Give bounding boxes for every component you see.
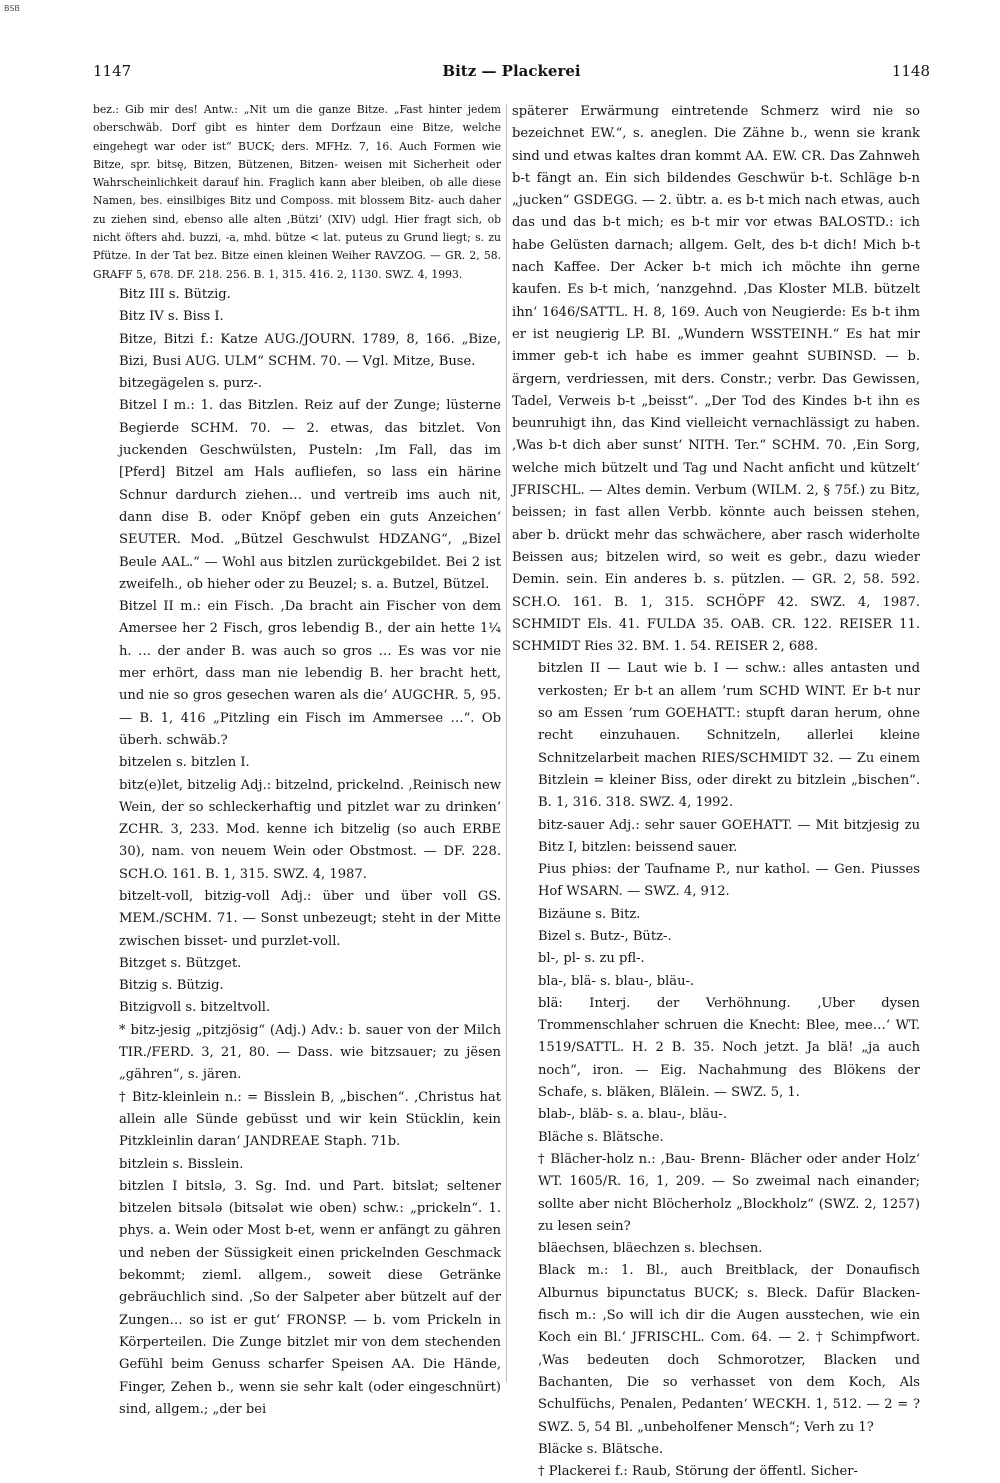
entry-paragraph: Bitzget s. Bützget. [119, 955, 242, 971]
page-header [93, 62, 930, 86]
entry-paragraph: Bizel s. Butz-, Bütz-. [538, 928, 672, 944]
right-column [512, 101, 920, 1480]
entry-paragraph: † Plackerei f.: Raub, Störung der öffentl. Sicher- [538, 1464, 858, 1480]
entry-paragraph: blä: Interj. der Verhöhnung. ‚Uber dysen Trommenschlaher schruen die Knecht: Blee, mee…‘ WT. 1519/SATTL. H. 2 B. 35. Noch jetzt. Ja blä! „ja auch noch“, iron. — Eig. Nachahmung des Blökens der Schafe, s. bläken, Blälein. — SWZ. 5, 1. [538, 995, 920, 1101]
entry-paragraph: blab-, bläb- s. a. blau-, bläu-. [538, 1107, 727, 1123]
column-divider [506, 104, 507, 1382]
entry-paragraph: bitz-sauer Adj.: sehr sauer GOEHATT. — Mit bitzjesig zu Bitz I, bitzlen: beissend sauer. [538, 817, 920, 855]
entry-paragraph: Bizäune s. Bitz. [538, 906, 641, 922]
page-number-left: 1147 [93, 62, 132, 80]
entry-paragraph: Pius phiəs: der Taufname P., nur kathol. — Gen. Piusses Hof WSARN. — SWZ. 4, 912. [538, 862, 920, 900]
entry-paragraph: bitzlein s. Bisslein. [119, 1156, 244, 1172]
entry-paragraph: Black m.: 1. Bl., auch Breitblack, der Donaufisch Alburnus bipunctatus BUCK; s. Bleck. Dafür Blacken-fisch m.: ‚So will ich dir die Augen ausstechen, wie ein Koch ein Bl.‘ JFRISCHL. Com. 64. — 2. † Schimpfwort. ‚Was bedeuten doch Schmorotzer, Blacken und Bachanten, Die so verhasset von dem Koch, Als Schulfüchs, Penalen, Pedanten‘ WECKH. 1, 512. — 2 = ? SWZ. 5, 54 Bl. „unbeholfener Mensch“; Verh zu 1? [538, 1263, 920, 1435]
page-number-right: 1148 [891, 62, 930, 80]
entry-paragraph: bitzelt-voll, bitzig-voll Adj.: über und über voll GS. MEM./SCHM. 71. — Sonst unbezeugt; steht in der Mitte zwischen bisset- und purzlet-voll. [119, 888, 501, 949]
entry-paragraph: Bläcke s. Blätsche. [538, 1441, 664, 1457]
entry-paragraph: bitzelen s. bitzlen I. [119, 755, 250, 771]
entry-paragraph: Bitz III s. Bützig. [119, 286, 231, 302]
left-column [93, 101, 501, 1417]
entry-paragraph: Bitzig s. Bützig. [119, 978, 224, 994]
entry-paragraph: Bitz IV s. Biss I. [119, 309, 224, 325]
entry-paragraph: Bitzel I m.: 1. das Bitzlen. Reiz auf der Zunge; lüsterne Begierde SCHM. 70. — 2. etwas, das bitzlet. Von juckenden Geschwülsten, Pusteln: ‚Im Fall, das im [Pferd] Bitzel am Hals aufliefen, so lass ein härine Schnur dardurch ziehen… und vertreib ims auch nit, dann dise B. oder Knöpf geben ein guts Anzeichen‘ SEUTER. Mod. „Bützel Geschwulst HDZANG“, „Bizel Beule AAL.“ — Wohl aus bitzlen zurückgebildet. Bei 2 ist zweifelh., ob hieher oder zu Beuzel; s. a. Butzel, Bützel. [119, 398, 501, 592]
running-title: Bitz — Plackerei [442, 62, 581, 80]
entry-paragraph: Bitzel II m.: ein Fisch. ‚Da bracht ain Fischer von dem Amersee her 2 Fisch, gros lebendig B., der ain hette 1¼ h. … der ander B. was auch so gros … Es was vor nie mer erhört, dass man nie lebendig B. her bracht hett, und nie so gros gesechen waren als die‘ AUGCHR. 5, 95. — B. 1, 416 „Pitzling ein Fisch im Ammersee …“. Ob überh. schwäb.? [119, 599, 501, 748]
entry-paragraph: bitzlen I bitslə, 3. Sg. Ind. und Part. bitslət; seltener bitzelen bitsələ (bitsələt wie oben) schw.: „prickeln“. 1. phys. a. Wein oder Most b-et, wenn er anfängt zu gähren und neben der Süssigkeit einen prickelnden Geschmack bekommt; zieml. allgem., soweit diese Getränke gebräuchlich sind. ‚So der Salpeter aber bützelt auf der Zungen… so ist er gut‘ FRONSP. — b. vom Prickeln in Körperteilen. Die Zunge bitzlet mir von dem stechenden Gefühl beim Genuss scharfer Speisen AA. Die Hände, Finger, Zehen b., wenn sie sehr kalt (oder eingeschnürt) sind, allgem.; „der bei [119, 1178, 501, 1417]
entry-paragraph: bitz(e)let, bitzelig Adj.: bitzelnd, prickelnd. ‚Reinisch new Wein, der so schleckerhaftig und pitzlet war zu drinken‘ ZCHR. 3, 233. Mod. kenne ich bitzelig (so auch ERBE 30), nam. von neuem Wein oder Obstmost. — DF. 228. SCH.O. 161. B. 1, 315. SWZ. 4, 1987. [119, 777, 501, 882]
entry-paragraph: bl-, pl- s. zu pfl-. [538, 951, 645, 967]
entry-paragraph: bitzlen II — Laut wie b. I — schw.: alles antasten und verkosten; Er b-t an allem ’rum SCHD WINT. Er b-t nur so am Essen ’rum GOEHATT.: stupft daran herum, ohne recht einzuhauen. Schnitzeln, allerlei kleine Schnitzelarbeit machen RIES/SCHMIDT 32. — Zu einem Bitzlein = kleiner Biss, oder direkt zu bitzlein „bischen“. B. 1, 316. 318. SWZ. 4, 1992. [538, 661, 920, 811]
entry-paragraph: Bitzigvoll s. bitzeltvoll. [119, 1000, 271, 1016]
entry-paragraph: bla-, blä- s. blau-, bläu-. [538, 973, 695, 989]
entry-paragraph: bitzegägelen s. purz-. [119, 376, 262, 392]
entry-paragraph: * bitz-jesig „pitzjösig“ (Adj.) Adv.: b. sauer von der Milch TIR./FERD. 3, 21, 80. — Dass. wie bitzsauer; zu jësen „gähren“, s. jären. [119, 1022, 501, 1083]
entry-paragraph: † Blächer-holz n.: ‚Bau- Brenn- Blächer oder ander Holz‘ WT. 1605/R. 16, 1, 209. — So zweimal nach einander; sollte aber nicht Blöcherholz „Blockholz“ (SWZ. 2, 1257) zu lesen sein? [538, 1151, 920, 1234]
entry-paragraph: bläechsen, bläechzen s. blechsen. [538, 1241, 763, 1257]
entry-paragraph: bez.: Gib mir des! Antw.: „Nit um die ganze Bitze. „Fast hinter jedem oberschwäb. Dorf gibt es hinter dem Dorfzaun eine Bitze, welche eingehegt war oder ist“ BUCK; ders. MFHz. 7, 16. Auch Formen wie Bitze, spr. bitsę, Bitzen, Bützenen, Bitzen- weisen mit Sicherheit oder Wahrscheinlichkeit darauf hin. Fraglich kann aber bleiben, ob alle diese Namen, bes. einsilbiges Bitz und Composs. mit blossem Bitz- auch daher zu ziehen sind, ebenso alle alten ‚Bützi‘ (XIV) udgl. Hier fragt sich, ob nicht öfters ahd. buzzi, -a, mhd. bütze < lat. puteus zu Grund liegt; s. zu Pfütze. In der Tat bez. Bitze einen kleinen Weiher RAVZOG. — GR. 2, 58. GRAFF 5, 678. DF. 218. 256. B. 1, 315. 416. 2, 1130. SWZ. 4, 1993. [93, 103, 501, 281]
entry-paragraph: Bläche s. Blätsche. [538, 1129, 664, 1145]
entry-paragraph: späterer Erwärmung eintretende Schmerz wird nie so bezeichnet EW.“, s. aneglen. Die Zähne b., wenn sie krank sind und etwas kaltes dran kommt AA. EW. CR. Das Zahnweh b-t fängt an. Ein sich bildendes Geschwür b-t. Schläge b-n „jucken“ GSDEGG. — 2. übtr. a. es b-t mich nach etwas, auch das und das b-t mich; es b-t mir vor etwas BALOSTD.: ich habe Gelüsten darnach; allgem. Gelt, des b-t dich! Mich b-t nach Kaffee. Der Acker b-t mich ich möchte ihn gerne kaufen. Es b-t mich, ’nanzgehnd. ‚Das Kloster MLB. bützelt ihn‘ 1646/SATTL. H. 8, 169. Auch von Neugierde: Es b-t ihm er ist neugierig LP. BI. „Wundern WSSTEINH.“ Es hat mir immer geb-t ich habe es immer geahnt SUBINSD. — b. ärgern, verdriessen, mit ders. Constr.; verbr. Das Gewissen, Tadel, Verweis b-t „beisst“. „Der Tod des Kindes b-t ihn es beunruhigt ihn, das Kind vielleicht vernachlässigt zu haben. ‚Was b-t dich aber sunst‘ NITH. Ter.“ SCHM. 70. ‚Ein Sorg, welche mich bützelt und Tag und Nacht anficht und kützelt‘ JFRISCHL. — Altes demin. Verbum (WILM. 2, § 75f.) zu Bitz, beissen; in fast allen Verbb. könnte auch beissen stehen, aber b. drückt mehr das schwächere, aber rasch widerholte Beissen aus; bitzelen wird, so weit es gebr., dazu wieder Demin. sein. Ein anderes b. s. pützlen. — GR. 2, 58. 592. SCH.O. 161. B. 1, 315. SCHÖPF 42. SWZ. 4, 1987. SCHMIDT Els. 41. FULDA 35. OAB. CR. 122. REISER 11. SCHMIDT Ries 32. BM. 1. 54. REISER 2, 688. [512, 104, 920, 655]
entry-paragraph: Bitze, Bitzi f.: Katze AUG./JOURN. 1789, 8, 166. „Bize, Bizi, Busi AUG. ULM“ SCHM. 70. — Vgl. Mitze, Buse. [119, 331, 501, 369]
library-stamp: BSB [4, 4, 20, 13]
entry-paragraph: † Bitz-kleinlein n.: = Bisslein B, „bischen“. ‚Christus hat allein alle Sünde gebüsst und wir kein Stücklin, kein Pitzkleinlin daran‘ JANDREAE Staph. 71b. [119, 1089, 501, 1150]
